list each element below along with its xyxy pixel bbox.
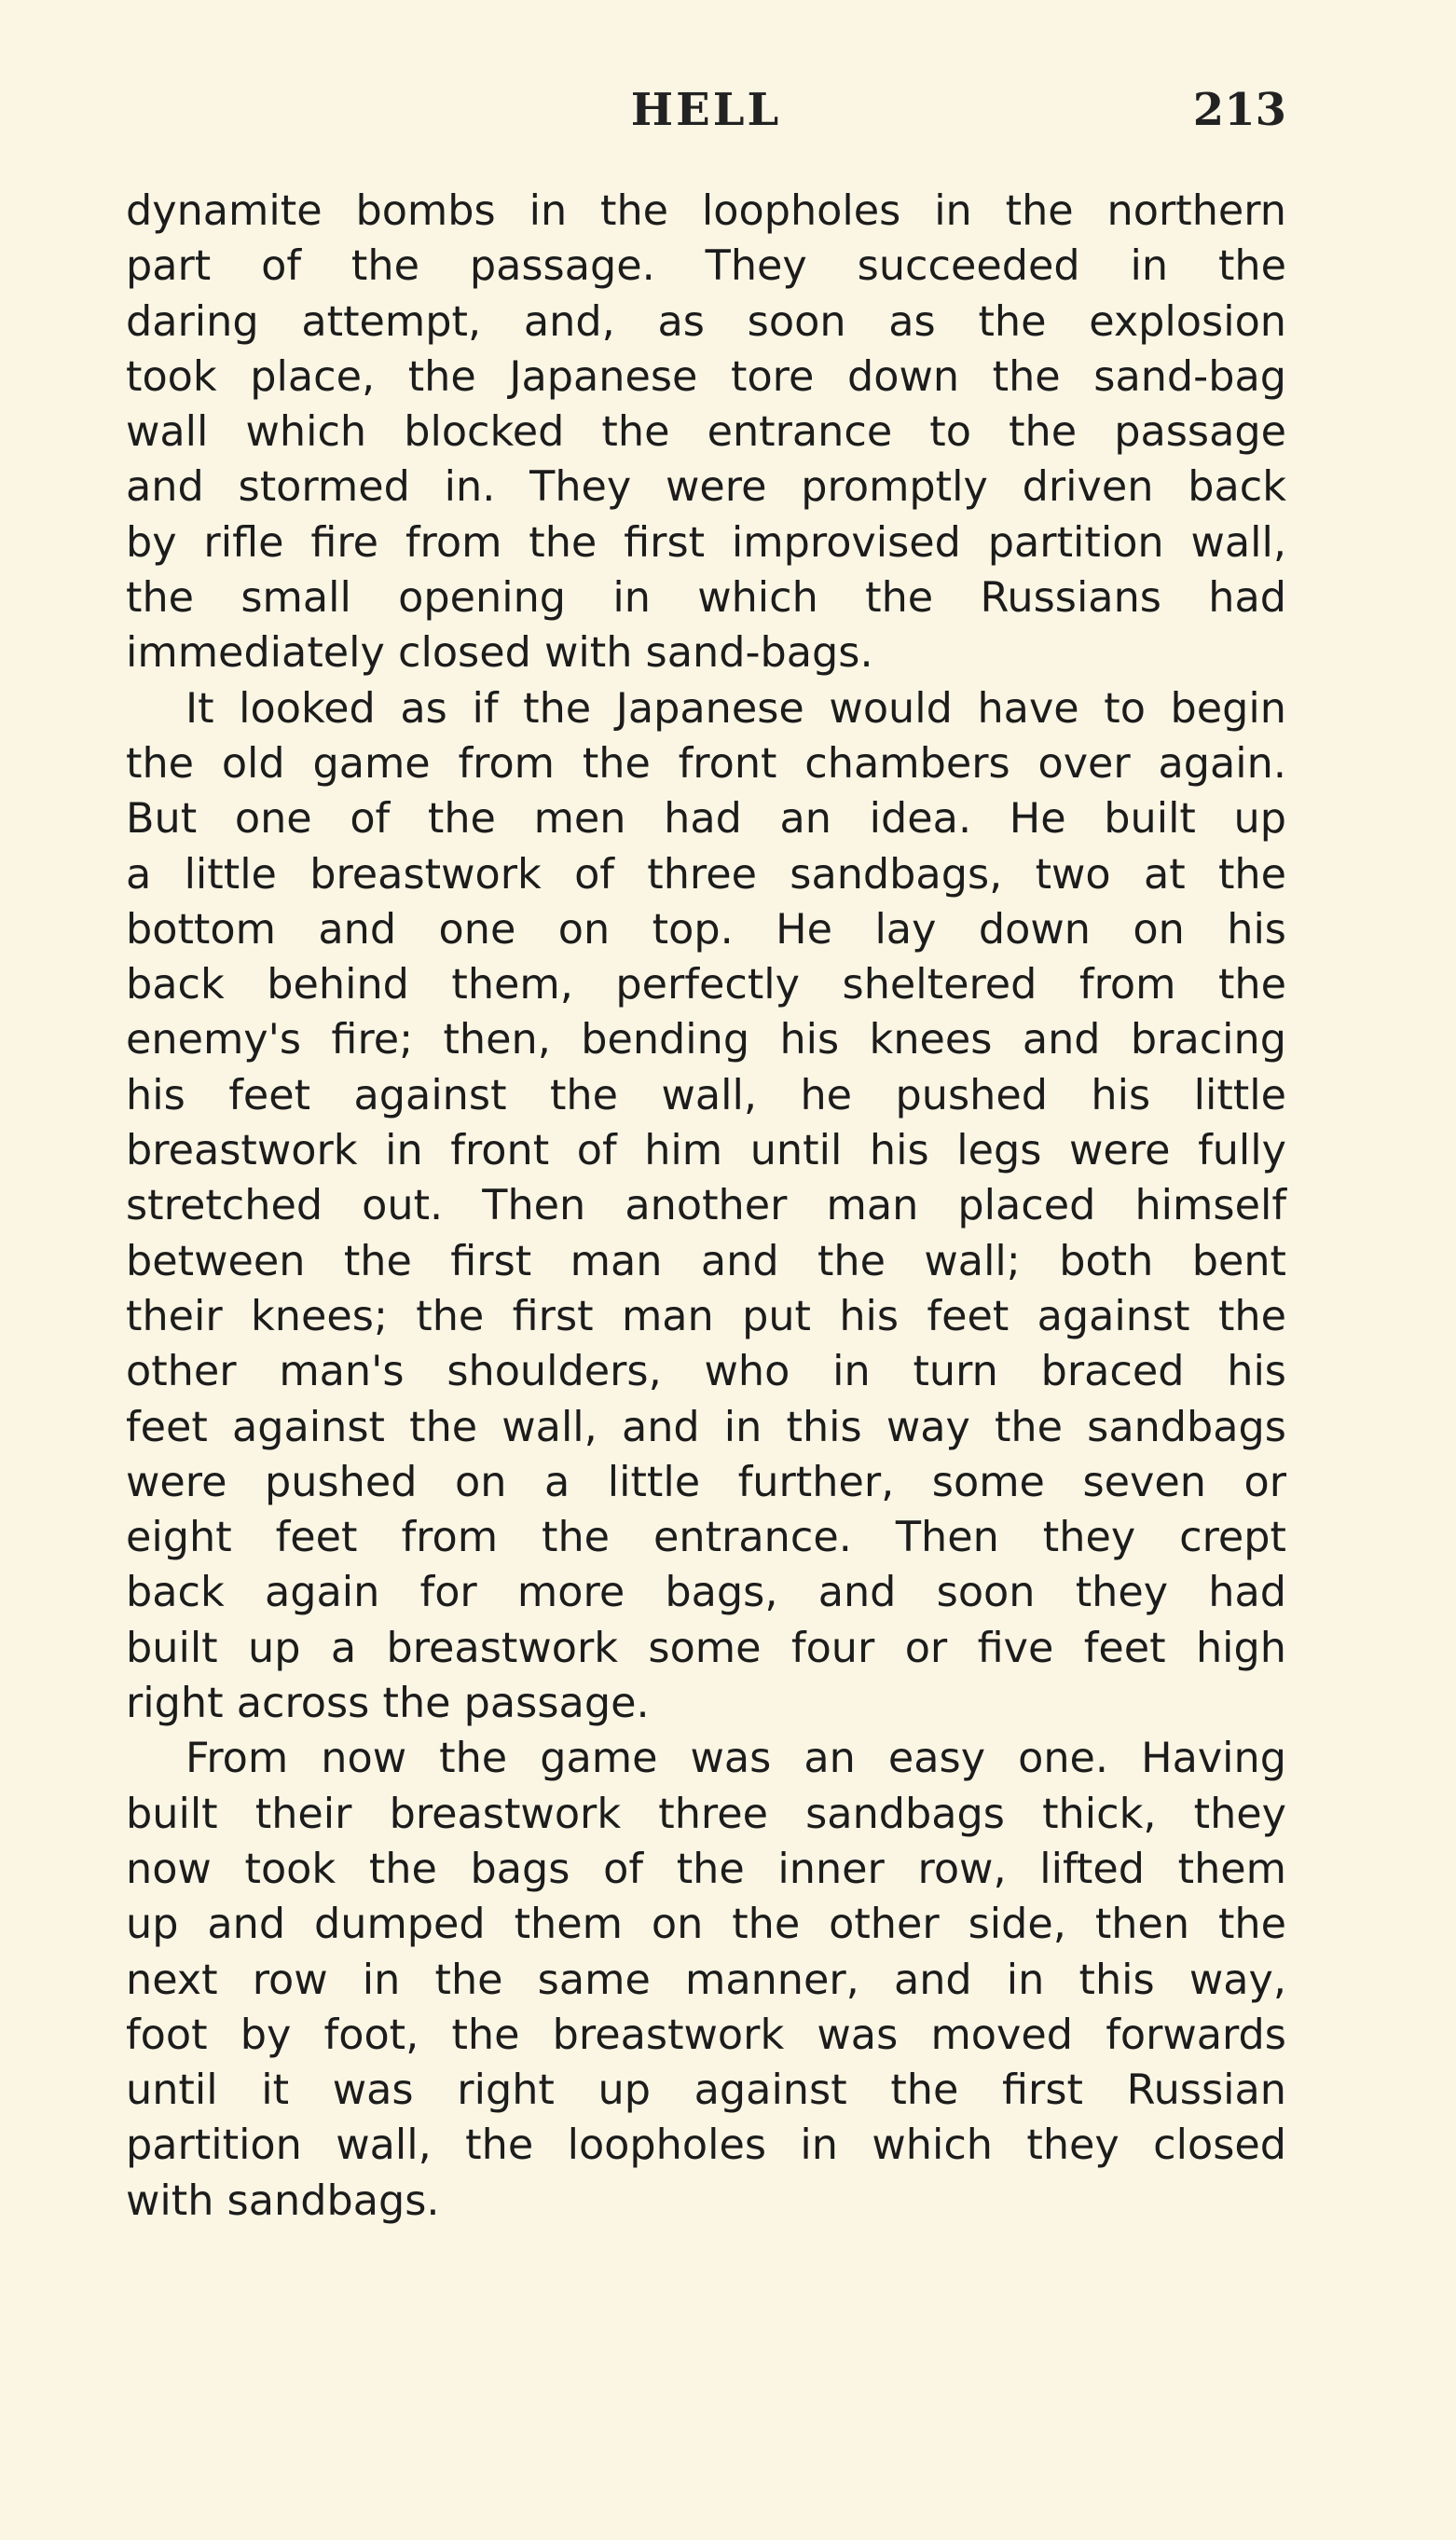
text-line: built their breastwork three sandbags thick, they — [126, 1790, 1286, 1838]
text-line: next row in the same manner, and in this way, — [126, 1956, 1286, 2004]
text-line: part of the passage. They succeeded in the — [126, 242, 1286, 291]
text-line: enemy's fire; then, bending his knees and bracing — [126, 1016, 1286, 1064]
text-line: with sandbags. — [126, 2176, 440, 2225]
text-line: now took the bags of the inner row, lifted them — [126, 1845, 1286, 1893]
text-line: their knees; the first man put his feet against the — [126, 1292, 1286, 1340]
text-line: other man's shoulders, who in turn braced his — [126, 1348, 1286, 1396]
text-line: It looked as if the Japanese would have to begin — [185, 684, 1286, 733]
paragraph-1 — [126, 184, 1286, 681]
text-line: breastwork in front of him until his legs were fully — [126, 1127, 1286, 1175]
text-line: wall which blocked the entrance to the passage — [126, 408, 1286, 457]
text-line: eight feet from the entrance. Then they crept — [126, 1514, 1286, 1562]
text-line: partition wall, the loopholes in which they closed — [126, 2121, 1286, 2170]
text-line: foot by foot, the breastwork was moved forwards — [126, 2011, 1286, 2059]
chapter-title: HELL — [630, 84, 782, 136]
text-line: stretched out. Then another man placed himself — [126, 1182, 1286, 1230]
text-line: immediately closed with sand-bags. — [126, 629, 873, 678]
text-line: dynamite bombs in the loopholes in the northern — [126, 187, 1286, 235]
text-line: daring attempt, and, as soon as the explosion — [126, 297, 1286, 346]
text-line: right across the passage. — [126, 1680, 650, 1728]
paragraph-3 — [126, 1731, 1286, 2229]
text-line: back again for more bags, and soon they had — [126, 1569, 1286, 1617]
text-line: But one of the men had an idea. He built up — [126, 795, 1286, 844]
text-line: feet against the wall, and in this way the sandbags — [126, 1403, 1286, 1451]
text-line: built up a breastwork some four or five feet high — [126, 1624, 1286, 1672]
text-line: a little breastwork of three sandbags, two at the — [126, 850, 1286, 899]
text-line: back behind them, perfectly sheltered from the — [126, 961, 1286, 1009]
text-line: his feet against the wall, he pushed his little — [126, 1071, 1286, 1119]
running-header — [126, 84, 1286, 140]
text-line: by rifle fire from the first improvised partition wall, — [126, 518, 1286, 567]
text-line: the old game from the front chambers over again. — [126, 739, 1286, 788]
text-line: and stormed in. They were promptly driven back — [126, 463, 1286, 512]
text-line: the small opening in which the Russians had — [126, 574, 1286, 623]
text-line: between the first man and the wall; both bent — [126, 1237, 1286, 1285]
text-line: up and dumped them on the other side, then the — [126, 1901, 1286, 1949]
page-number: 213 — [1192, 84, 1286, 136]
text-line: bottom and one on top. He lay down on his — [126, 905, 1286, 954]
text-line: From now the game was an easy one. Having — [185, 1735, 1286, 1783]
text-line: until it was right up against the first Russian — [126, 2066, 1286, 2115]
text-line: were pushed on a little further, some seven or — [126, 1458, 1286, 1506]
paragraph-2 — [126, 681, 1286, 1732]
body-text — [126, 184, 1286, 2229]
text-line: took place, the Japanese tore down the sand-bag — [126, 352, 1286, 401]
